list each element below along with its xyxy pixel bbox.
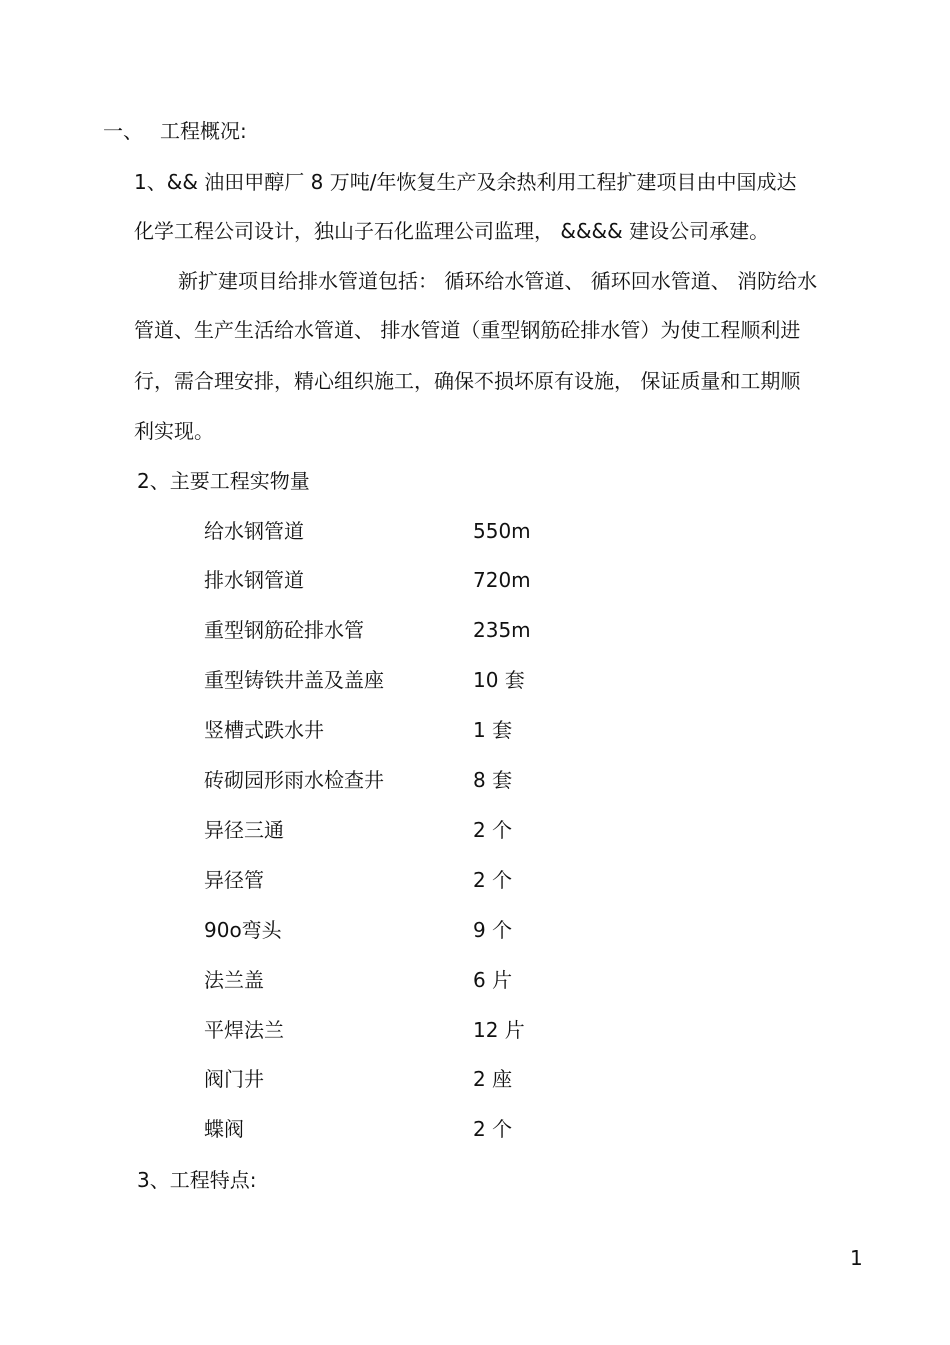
item2-title: 2、主要工程实物量 [137, 469, 310, 493]
item1-line6: 利实现。 [134, 419, 214, 443]
table-row-qty: 2 座 [473, 1067, 513, 1091]
table-row-name: 异径管 [204, 868, 264, 892]
section-title: 工程概况: [160, 119, 247, 143]
item3-title: 3、工程特点: [137, 1168, 257, 1192]
table-row-name: 给水钢管道 [204, 519, 304, 543]
item1-line4: 管道、生产生活给水管道、 排水管道（重型钢筋砼排水管）为使工程顺利进 [134, 318, 801, 342]
table-row-qty: 2 个 [473, 1117, 513, 1141]
table-row-qty: 550m [473, 519, 531, 543]
table-row-qty: 6 片 [473, 968, 513, 992]
section-number: 一、 [103, 119, 143, 143]
table-row-name: 重型铸铁井盖及盖座 [204, 668, 384, 692]
table-row-qty: 2 个 [473, 818, 513, 842]
table-row-name: 90o弯头 [204, 918, 282, 942]
table-row-qty: 9 个 [473, 918, 513, 942]
table-row-qty: 12 片 [473, 1018, 525, 1042]
table-row-name: 异径三通 [204, 818, 284, 842]
table-row-name: 排水钢管道 [204, 568, 304, 592]
table-row-qty: 235m [473, 618, 531, 642]
item1-line1: 1、&& 油田甲醇厂 8 万吨/年恢复生产及余热利用工程扩建项目由中国成达 [134, 170, 797, 194]
table-row-name: 竖槽式跌水井 [204, 718, 324, 742]
table-row-name: 砖砌园形雨水检查井 [204, 768, 384, 792]
table-row-qty: 720m [473, 568, 531, 592]
table-row-name: 平焊法兰 [204, 1018, 284, 1042]
item1-line3: 新扩建项目给排水管道包括： 循环给水管道、 循环回水管道、 消防给水 [178, 269, 818, 293]
table-row-qty: 2 个 [473, 868, 513, 892]
table-row-qty: 8 套 [473, 768, 513, 792]
page-number: 1 [850, 1246, 863, 1270]
table-row-name: 重型钢筋砼排水管 [204, 618, 364, 642]
table-row-name: 蝶阀 [204, 1117, 244, 1141]
table-row-name: 法兰盖 [204, 968, 264, 992]
item1-line2: 化学工程公司设计，独山子石化监理公司监理， &&&& 建设公司承建。 [134, 219, 770, 243]
item1-line5: 行，需合理安排，精心组织施工，确保不损坏原有设施， 保证质量和工期顺 [134, 369, 801, 393]
table-row-name: 阀门井 [204, 1067, 264, 1091]
table-row-qty: 10 套 [473, 668, 525, 692]
table-row-qty: 1 套 [473, 718, 513, 742]
